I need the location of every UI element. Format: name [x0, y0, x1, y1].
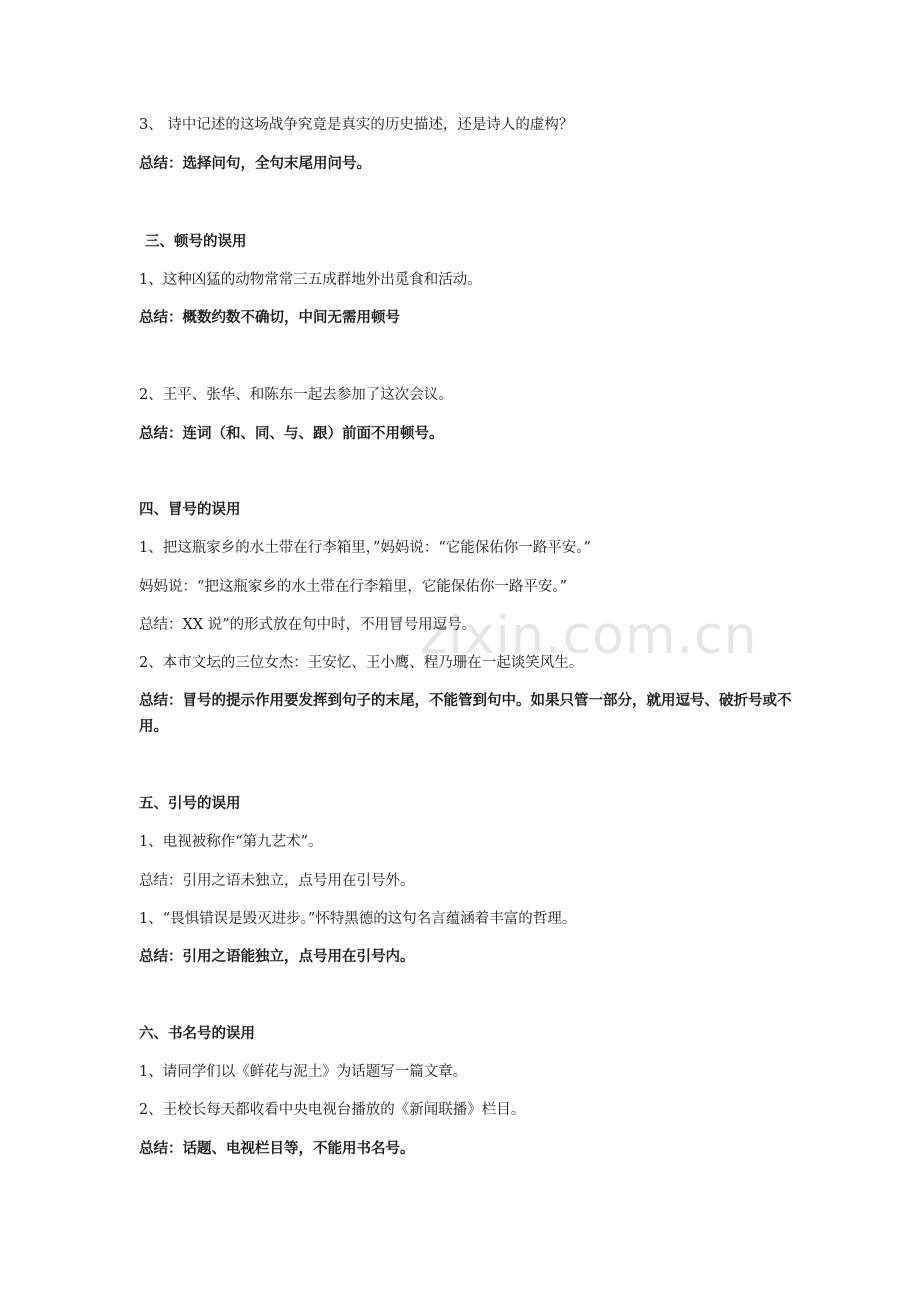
dunhao-item-1: 1、这种凶猛的动物常常三五成群地外出觅食和活动。 [139, 272, 482, 288]
question-3: 3、 诗中记述的这场战争究竟是真实的历史描述，还是诗人的虚构？ [139, 117, 574, 133]
dunhao-item-2: 2、王平、张华、和陈东一起去参加了这次会议。 [139, 387, 453, 403]
maohao-summary-1: 总结：XX 说”的形式放在句中时，不用冒号用逗号。 [139, 617, 477, 633]
watermark: zixin.com.cn [420, 606, 758, 666]
shuminghao-item-1: 1、请同学们以《鲜花与泥土》为话题写一篇文章。 [139, 1064, 468, 1080]
yinhao-item-1: 1、电视被称作“第九艺术”。 [139, 834, 323, 850]
yinhao-item-2: 1、“畏惧错误是毁灭进步。”怀特黑德的这句名言蕴涵着丰富的哲理。 [139, 911, 577, 927]
maohao-summary-2: 总结：冒号的提示作用要发挥到句子的末尾，不能管到句中。如果只管一部分，就用逗号、破折号或不用。 [139, 693, 792, 735]
dunhao-summary-1: 总结：概数约数不确切，中间无需用顿号 [139, 310, 400, 326]
yinhao-summary-2: 总结：引用之语能独立，点号用在引号内。 [139, 949, 415, 965]
shuminghao-item-2: 2、王校长每天都收看中央电视台播放的《新闻联播》栏目。 [139, 1102, 526, 1118]
heading-dunhao: 三、顿号的误用 [145, 234, 247, 250]
heading-yinhao: 五、引号的误用 [139, 796, 241, 812]
maohao-item-1-fix: 妈妈说：“把这瓶家乡的水土带在行李箱里，它能保佑你一路平安。” [139, 579, 568, 595]
dunhao-summary-2: 总结：连词（和、同、与、跟）前面不用顿号。 [139, 426, 444, 442]
maohao-item-1: 1、把这瓶家乡的水土带在行李箱里，”妈妈说：“它能保佑你一路平安。” [139, 540, 591, 556]
heading-shuminghao: 六、书名号的误用 [139, 1026, 255, 1042]
yinhao-summary-1: 总结：引用之语未独立，点号用在引号外。 [139, 873, 415, 889]
shuminghao-summary: 总结：话题、电视栏目等，不能用书名号。 [139, 1141, 415, 1157]
summary-question: 总结：选择问句，全句末尾用问号。 [139, 156, 371, 172]
heading-maohao: 四、冒号的误用 [139, 502, 241, 518]
maohao-item-2: 2、本市文坛的三位女杰：王安忆、王小鹰、程乃珊在一起谈笑风生。 [139, 655, 584, 671]
